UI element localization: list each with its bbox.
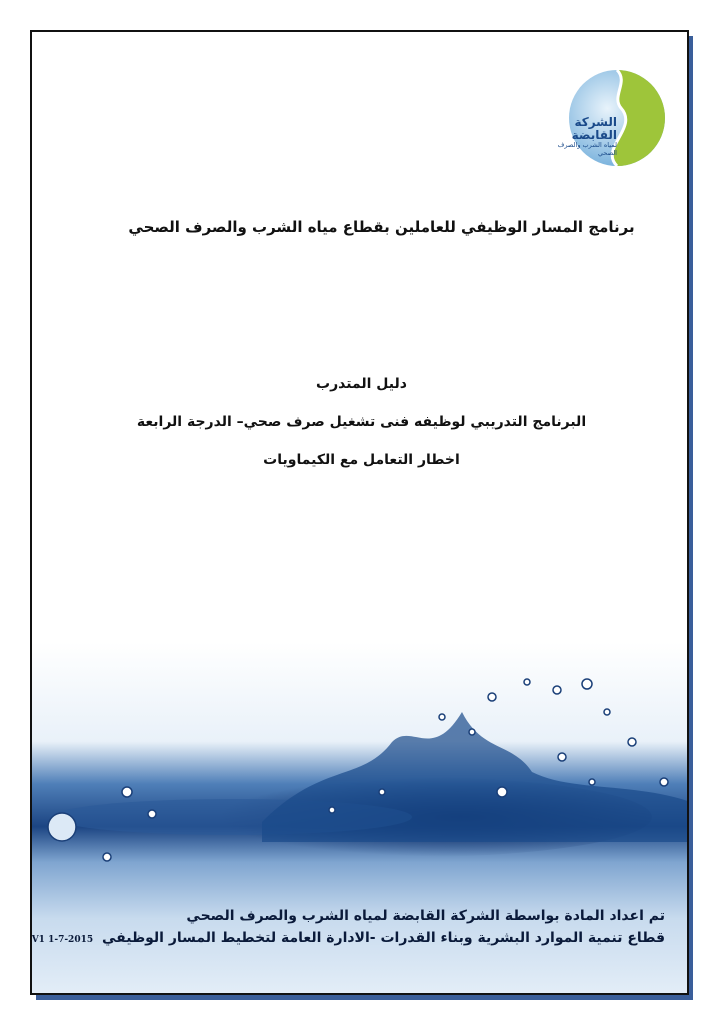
hazards-title: اخطار التعامل مع الكيماويات (263, 452, 460, 468)
program-title: برنامج المسار الوظيفي للعاملين بقطاع مياه الشرب والصرف الصحي (128, 218, 635, 236)
company-logo (559, 68, 669, 168)
footer-prepared-by: تم اعداد المادة بواسطة الشركة القابضة لمياه الشرب والصرف الصحي (186, 908, 665, 924)
footer-sector-line (32, 930, 665, 946)
logo-text (537, 116, 617, 157)
logo-name-line1: الشركة القابضة (571, 115, 617, 143)
training-title: البرنامج التدريبي لوظيفه فنى تشغيل صرف صحي– الدرجة الرابعة (136, 414, 587, 430)
logo-name-line2: لمياه الشرب والصرف الصحي (557, 141, 617, 157)
version-label: V1 1-7-2015 (31, 935, 94, 945)
guide-title: دليل المتدرب (316, 376, 407, 392)
page-shadow-right (689, 36, 693, 1000)
footer-sector-text: قطاع تنمية الموارد البشرية وبناء القدرات -الادارة العامة لتخطيط المسار الوظيفي (102, 930, 665, 946)
page-border (30, 30, 689, 995)
